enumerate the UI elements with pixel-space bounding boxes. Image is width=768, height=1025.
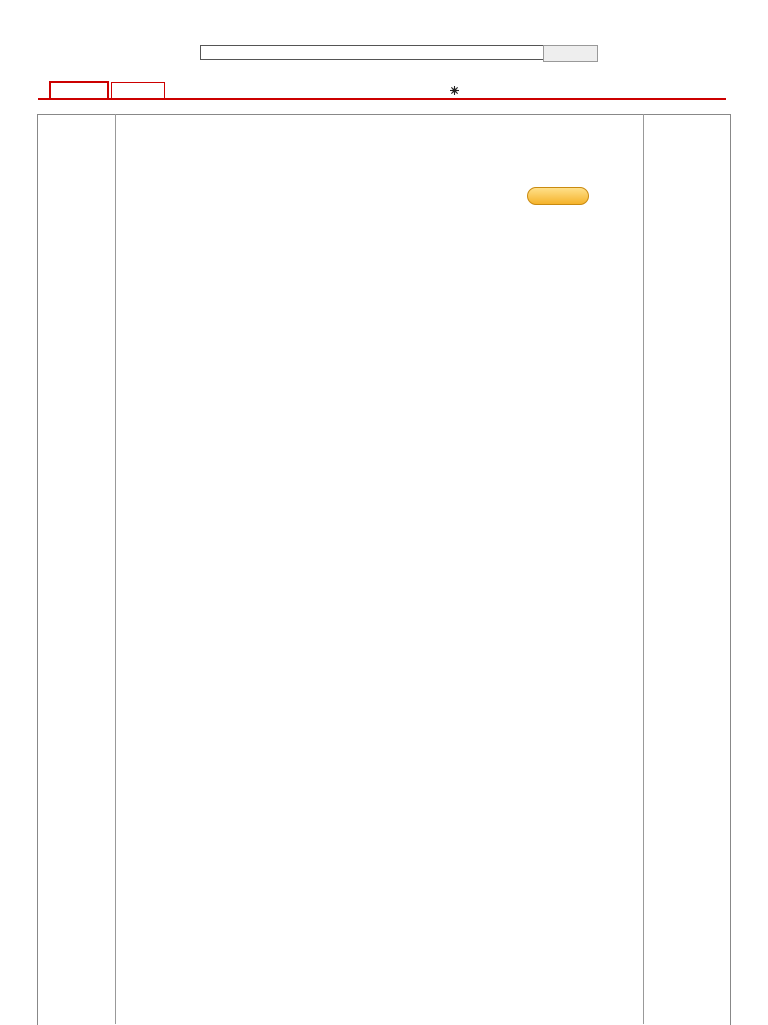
share-icon[interactable] [450, 86, 459, 95]
archived-page-frame [37, 114, 731, 1025]
tab-divider [38, 98, 726, 100]
tab-screenshot[interactable] [111, 82, 165, 99]
left-column-border [115, 114, 116, 1024]
donate-button[interactable] [527, 187, 589, 205]
right-column-border [643, 114, 644, 1024]
search-button[interactable] [543, 45, 598, 62]
url-input[interactable] [200, 45, 544, 60]
